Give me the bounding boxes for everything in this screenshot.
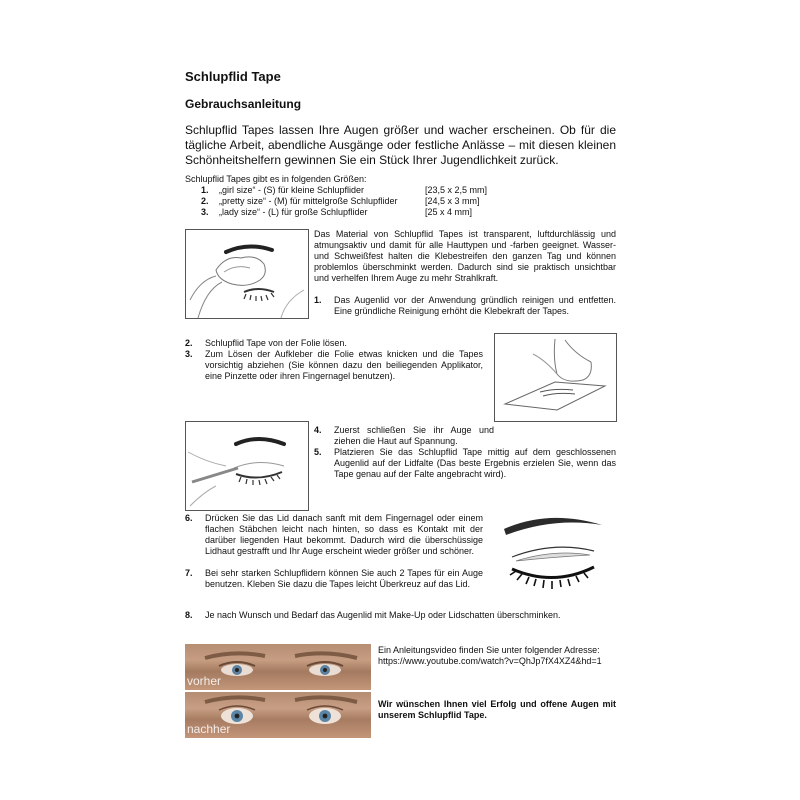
step-number: 7. — [185, 568, 193, 578]
step-number: 5. — [314, 447, 322, 457]
size-number: 1. — [201, 185, 209, 195]
step-number: 8. — [185, 610, 193, 620]
step-item — [185, 338, 483, 349]
finished-eye-drawing — [494, 511, 615, 601]
step-item — [314, 295, 616, 317]
size-label: „lady size“ - (L) für große Schlupflider — [219, 207, 368, 217]
step-text: Zuerst schließen Sie ihr Auge und ziehen die Haut auf Spannung. — [334, 425, 494, 446]
sizes-intro: Schlupflid Tapes gibt es in folgenden Größen: — [185, 174, 367, 184]
size-item — [185, 207, 505, 218]
size-number: 3. — [201, 207, 209, 217]
step-item — [185, 349, 483, 382]
step-item — [185, 568, 483, 590]
step-number: 1. — [314, 295, 322, 305]
size-number: 2. — [201, 196, 209, 206]
after-label: nachher — [187, 722, 231, 736]
page-title: Schlupflid Tape — [185, 69, 281, 84]
page-subtitle: Gebrauchsanleitung — [185, 97, 302, 111]
step-number: 4. — [314, 425, 322, 435]
step-item — [314, 425, 494, 447]
size-item — [185, 196, 505, 207]
finished-eye-illustration — [494, 511, 615, 601]
step-number: 6. — [185, 513, 193, 523]
after-photo — [185, 692, 371, 738]
placing-drawing — [186, 422, 308, 510]
step-item — [185, 513, 483, 557]
peeling-illustration — [494, 333, 617, 422]
size-dimension: [25 x 4 mm] — [425, 207, 473, 217]
step-text: Bei sehr starken Schlupflidern können Sie auch 2 Tapes für ein Auge benutzen. Kleben Sie dazu die Tapes leicht Überkreuz auf das Lid. — [205, 568, 483, 589]
video-intro: Ein Anleitungsvideo finden Sie unter folgender Adresse: — [378, 645, 600, 655]
size-item — [185, 185, 505, 196]
cleaning-illustration — [185, 229, 309, 319]
step-number: 3. — [185, 349, 193, 359]
closing-note: Wir wünschen Ihnen viel Erfolg und offene Augen mit unserem Schlupflid Tape. — [378, 699, 616, 720]
size-dimension: [23,5 x 2,5 mm] — [425, 185, 488, 195]
size-dimension: [24,5 x 3 mm] — [425, 196, 480, 206]
material-paragraph: Das Material von Schlupflid Tapes ist transparent, luftdurchlässig und atmungsaktiv und damit für alle Hauttypen und -farben geeignet. Wasser- und Schweißfest halten die Klebestreifen den ganzen Tag und können problemlos überschminkt werden. Dadurch sind sie praktisch unsichtbar und verhelfen Ihrem Auge zu mehr Strahlkraft. — [314, 229, 616, 283]
step-text: Je nach Wunsch und Bedarf das Augenlid mit Make-Up oder Lidschatten überschminken. — [205, 610, 561, 620]
step-text: Platzieren Sie das Schlupflid Tape mittig auf dem geschlossenen Augenlid auf der Lidfalte (Das beste Ergebnis erzielen Sie, wenn das Tape genau auf der Falte angebracht wird). — [334, 447, 616, 479]
step-number: 2. — [185, 338, 193, 348]
before-photo — [185, 644, 371, 690]
step-text: Drücken Sie das Lid danach sanft mit dem Fingernagel oder einem flachen Stäbchen leicht nach hinten, so dass es Kontakt mit der darüber liegenden Haut bekommt. Dadurch wird die überschüssige Lidhaut gestrafft und Ihr Auge erscheint wieder größer und schöner. — [205, 513, 483, 556]
step-item — [185, 610, 616, 621]
step-text: Zum Lösen der Aufkleber die Folie etwas knicken und die Tapes vorsichtig abziehen (Sie können dazu den beiliegenden Applikator, eine Pinzette oder ihren Fingernagel benutzen). — [205, 349, 483, 381]
step-text: Schlupflid Tape von der Folie lösen. — [205, 338, 347, 348]
step-text: Das Augenlid vor der Anwendung gründlich reinigen und entfetten. Eine gründliche Reinigung erhöht die Klebekraft der Tapes. — [334, 295, 616, 316]
before-label: vorher — [187, 674, 222, 688]
step-item — [314, 447, 616, 480]
intro-paragraph: Schlupflid Tapes lassen Ihre Augen größer und wacher erscheinen. Ob für die tägliche Arbeit, abendliche Ausgänge oder festliche Anlässe – mit diesen kleinen Schönheitshelfern gewinnen Sie ein Stück Ihrer Jugendlichkeit zurück. — [185, 123, 616, 167]
size-label: „girl size“ - (S) für kleine Schlupflider — [219, 185, 365, 195]
video-link[interactable]: https://www.youtube.com/watch?v=QhJp7fX4XZ4&hd=1 — [378, 656, 602, 666]
cleaning-drawing — [186, 230, 308, 318]
size-label: „pretty size“ - (M) für mittelgroße Schlupflider — [219, 196, 398, 206]
peeling-drawing — [495, 334, 616, 421]
placing-illustration — [185, 421, 309, 511]
